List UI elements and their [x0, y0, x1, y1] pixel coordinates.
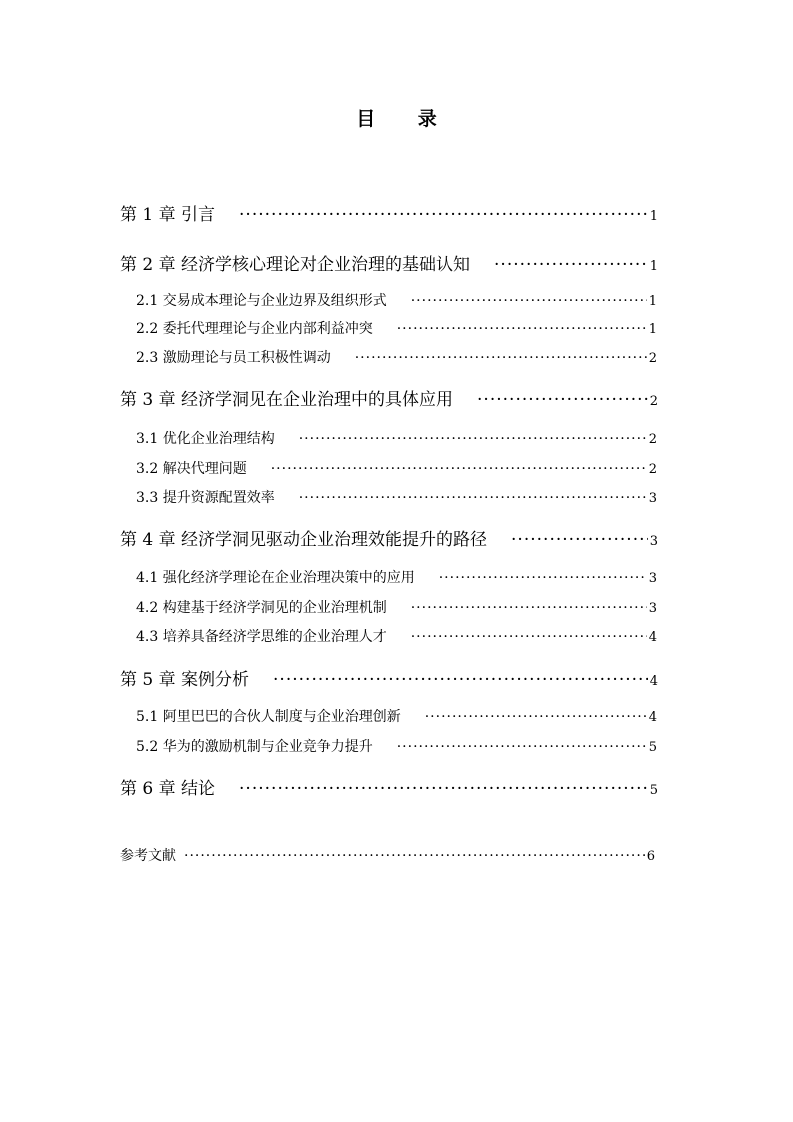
toc-entry-page: 3	[649, 534, 658, 549]
leader-dots	[397, 321, 647, 337]
toc-entry-2-3	[136, 347, 657, 367]
toc-entry-page: 2	[649, 394, 658, 409]
toc-entry-page: 3	[648, 601, 657, 616]
toc-entry-label: 第 5 章 案例分析	[120, 670, 250, 690]
leader-dots	[411, 293, 647, 309]
leader-dots	[273, 670, 648, 690]
toc-entry-label: 第 1 章 引言	[120, 205, 216, 225]
toc-entry-page: 4	[649, 674, 658, 689]
toc-entry-references	[120, 845, 655, 865]
toc-entry-page: 3	[648, 491, 657, 506]
toc-entry-label: 4.3 培养具备经济学思维的企业治理人才	[136, 629, 387, 645]
toc-entry-label: 4.1 强化经济学理论在企业治理决策中的应用	[136, 570, 415, 586]
toc-entry-page: 4	[648, 630, 657, 645]
toc-entry-page: 1	[649, 259, 658, 274]
toc-entry-label: 2.1 交易成本理论与企业边界及组织形式	[136, 293, 387, 309]
toc-entry-5-2	[136, 736, 657, 756]
toc-entry-2-2	[136, 318, 657, 338]
toc-entry-label: 3.1 优化企业治理结构	[136, 431, 275, 447]
leader-dots	[299, 490, 647, 506]
toc-entry-4-3	[136, 626, 657, 646]
toc-entry-4-1	[136, 567, 657, 587]
toc-entry-4-2	[136, 597, 657, 617]
leader-dots	[355, 350, 647, 366]
toc-entry-3-3	[136, 487, 657, 507]
leader-dots	[239, 779, 648, 799]
toc-entry-ch6	[120, 774, 658, 799]
toc-title: 目 录	[356, 108, 455, 130]
toc-entry-5-1	[136, 706, 657, 726]
toc-entry-ch3	[120, 385, 658, 410]
toc-entry-label: 第 2 章 经济学核心理论对企业治理的基础认知	[120, 255, 471, 275]
leader-dots	[425, 709, 647, 725]
leader-dots	[239, 205, 648, 225]
toc-entry-3-1	[136, 428, 657, 448]
toc-entry-label: 2.3 激励理论与员工积极性调动	[136, 350, 331, 366]
toc-entry-label: 3.3 提升资源配置效率	[136, 490, 275, 506]
toc-entry-2-1	[136, 290, 657, 310]
leader-dots	[439, 570, 647, 586]
toc-entry-page: 2	[648, 432, 657, 447]
toc-entry-ch2	[120, 250, 658, 275]
leader-dots	[477, 390, 648, 410]
toc-entry-label: 5.2 华为的激励机制与企业竞争力提升	[136, 739, 373, 755]
toc-entry-page: 5	[649, 783, 658, 798]
leader-dots	[299, 431, 647, 447]
toc-entry-label: 第 6 章 结论	[120, 779, 216, 799]
toc-entry-label: 2.2 委托代理理论与企业内部利益冲突	[136, 321, 373, 337]
toc-entry-label: 3.2 解决代理问题	[136, 461, 247, 477]
toc-entry-3-2	[136, 458, 657, 478]
leader-dots	[494, 255, 648, 275]
leader-dots	[411, 629, 647, 645]
toc-entry-ch1	[120, 200, 658, 225]
toc-entry-ch5	[120, 665, 658, 690]
toc-entry-label: 第 3 章 经济学洞见在企业治理中的具体应用	[120, 390, 454, 410]
toc-entry-page: 4	[648, 710, 657, 725]
toc-entry-ch4	[120, 525, 658, 550]
toc-entry-page: 1	[648, 294, 657, 309]
toc-entry-page: 6	[646, 849, 655, 864]
toc-entry-label: 5.1 阿里巴巴的合伙人制度与企业治理创新	[136, 709, 401, 725]
toc-entry-page: 5	[648, 740, 657, 755]
toc-entry-page: 2	[648, 462, 657, 477]
toc-entry-label: 参考文献	[120, 848, 176, 864]
toc-entry-label: 4.2 构建基于经济学洞见的企业治理机制	[136, 600, 387, 616]
toc-entry-label: 第 4 章 经济学洞见驱动企业治理效能提升的路径	[120, 530, 488, 550]
leader-dots	[511, 530, 648, 550]
leader-dots	[271, 461, 647, 477]
toc-entry-page: 1	[649, 209, 658, 224]
leader-dots	[397, 739, 647, 755]
toc-entry-page: 2	[648, 351, 657, 366]
leader-dots	[411, 600, 647, 616]
toc-entry-page: 3	[648, 571, 657, 586]
leader-dots	[184, 848, 645, 864]
toc-entry-page: 1	[648, 322, 657, 337]
